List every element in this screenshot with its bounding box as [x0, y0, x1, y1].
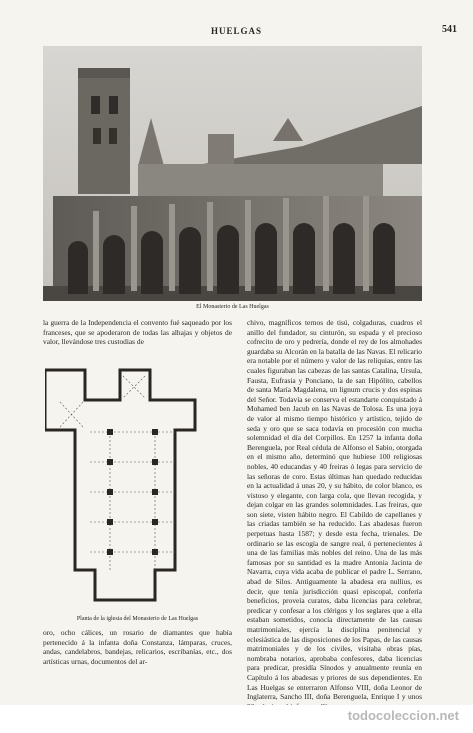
plan-caption: Planta de la iglesia del Monasterio de Las Huelgas	[76, 616, 199, 622]
left-column-top-text: la guerra de la Independencia el convento fué saqueado por los franceses, que se apoderaron de todas las alhajas y objetos de valor, llevándose tres custodias de	[43, 318, 232, 347]
left-column-bottom-text: oro, ocho cálices, un rosario de diamantes que había pertenecido á la infanta doña Constanza, lámparas, cruces, andas, candelabros, bandejas, relicarios, escribanías, etc., dos artísticas urnas, documentos del ar-	[43, 628, 232, 666]
church-floor-plan	[45, 362, 215, 612]
right-column-text: chivo, magníficos ternos de tisú, colgaduras, cuadros el anillo del fundador, su cinturón, su espada y el precioso cofrecito de oro y pedrería, donde el rey de los almohades guardaba su Alcorán en la batalla de las Navas. El relicario era notable por el número y valor de las reliquias, entre las cuales figuraban las cabezas de las santas Catalina, Ursula, Fausta, Eufrasia y Ponciano, la de san Hipólito, cabellos de santa María Magdalena, un lignum crucis y dos espinas del Señor. Todavía se conserva el estandarte conquistado á Mohamed ben Jacub en las Navas de Tolosa. Es una joya de valor al mismo tiempo histórico y artístico, tejido de seda y oro que se saca todavía en procesión con mucha solemnidad el día del Corpillos. En 1257 la infanta doña Berenguela, por Real cédula de Alfonso el Sabio, otorgada en el mismo año, determinó que hubiese 100 religiosas nobles, 40 educandas y 40 freiras ó legas para servicio de las señoras de coro. Estas últimas han quedado reducidas en la actualidad á unas 20, y su hábito, de color blanco, es vistoso y elegante, con larga cola, que llevan recogida, y dejan colgar en las grandes solemnidades. Las freiras, que son siete, visten hábito negro. El Cabildo de capellanes y las criadas también se ha reducido. Las abadesas fueron perpetuas hasta 1587; y desde esta fecha, trienales. De ordinario se las escogía de sangre real, ó pertenecientes á una de las familias más nobles del reino. Una de las más famosas por su santidad es la madre Antonia Jacinta de Navarra, cuya vida acaba de publicar el padre L. Serrano, abad de Silos. Antiguamente la abadesa era nullius, es decir, que tenía jurisdicción quasi episcopal, confería beneficios, proveía curatos, daba licencias para celebrar, predicar y confesar a los clérigos y los seglares que a ella estaban sometidos, conocía directamente de las causas matrimoniales, ejercía la disciplina penitencial y eclesiástica de las disposiciones de los Papas, de las causas matrimoniales y de los civiles, visitaba obras pías, nombraba notarios, aprobaba confesores, daba licencias para predicar, presidía Sínodos y anualmente reunía en Capítulo á los abadesas y priores de sus dependientes. En Las Huelgas se enterraron Alfonso VIII, doña Leonor de Inglaterra, Sancho III, doña Berenguela, Enrique I y unos	[247, 318, 422, 702]
monastery-photo	[43, 46, 422, 301]
running-title: HUELGAS	[210, 26, 262, 36]
page-number: 541	[442, 24, 457, 35]
photo-caption: El Monasterio de Las Huelgas	[196, 304, 269, 310]
watermark	[348, 708, 459, 723]
watermark-text: todocoleccion.net	[347, 708, 459, 723]
monastery-photo-illustration	[43, 46, 422, 301]
